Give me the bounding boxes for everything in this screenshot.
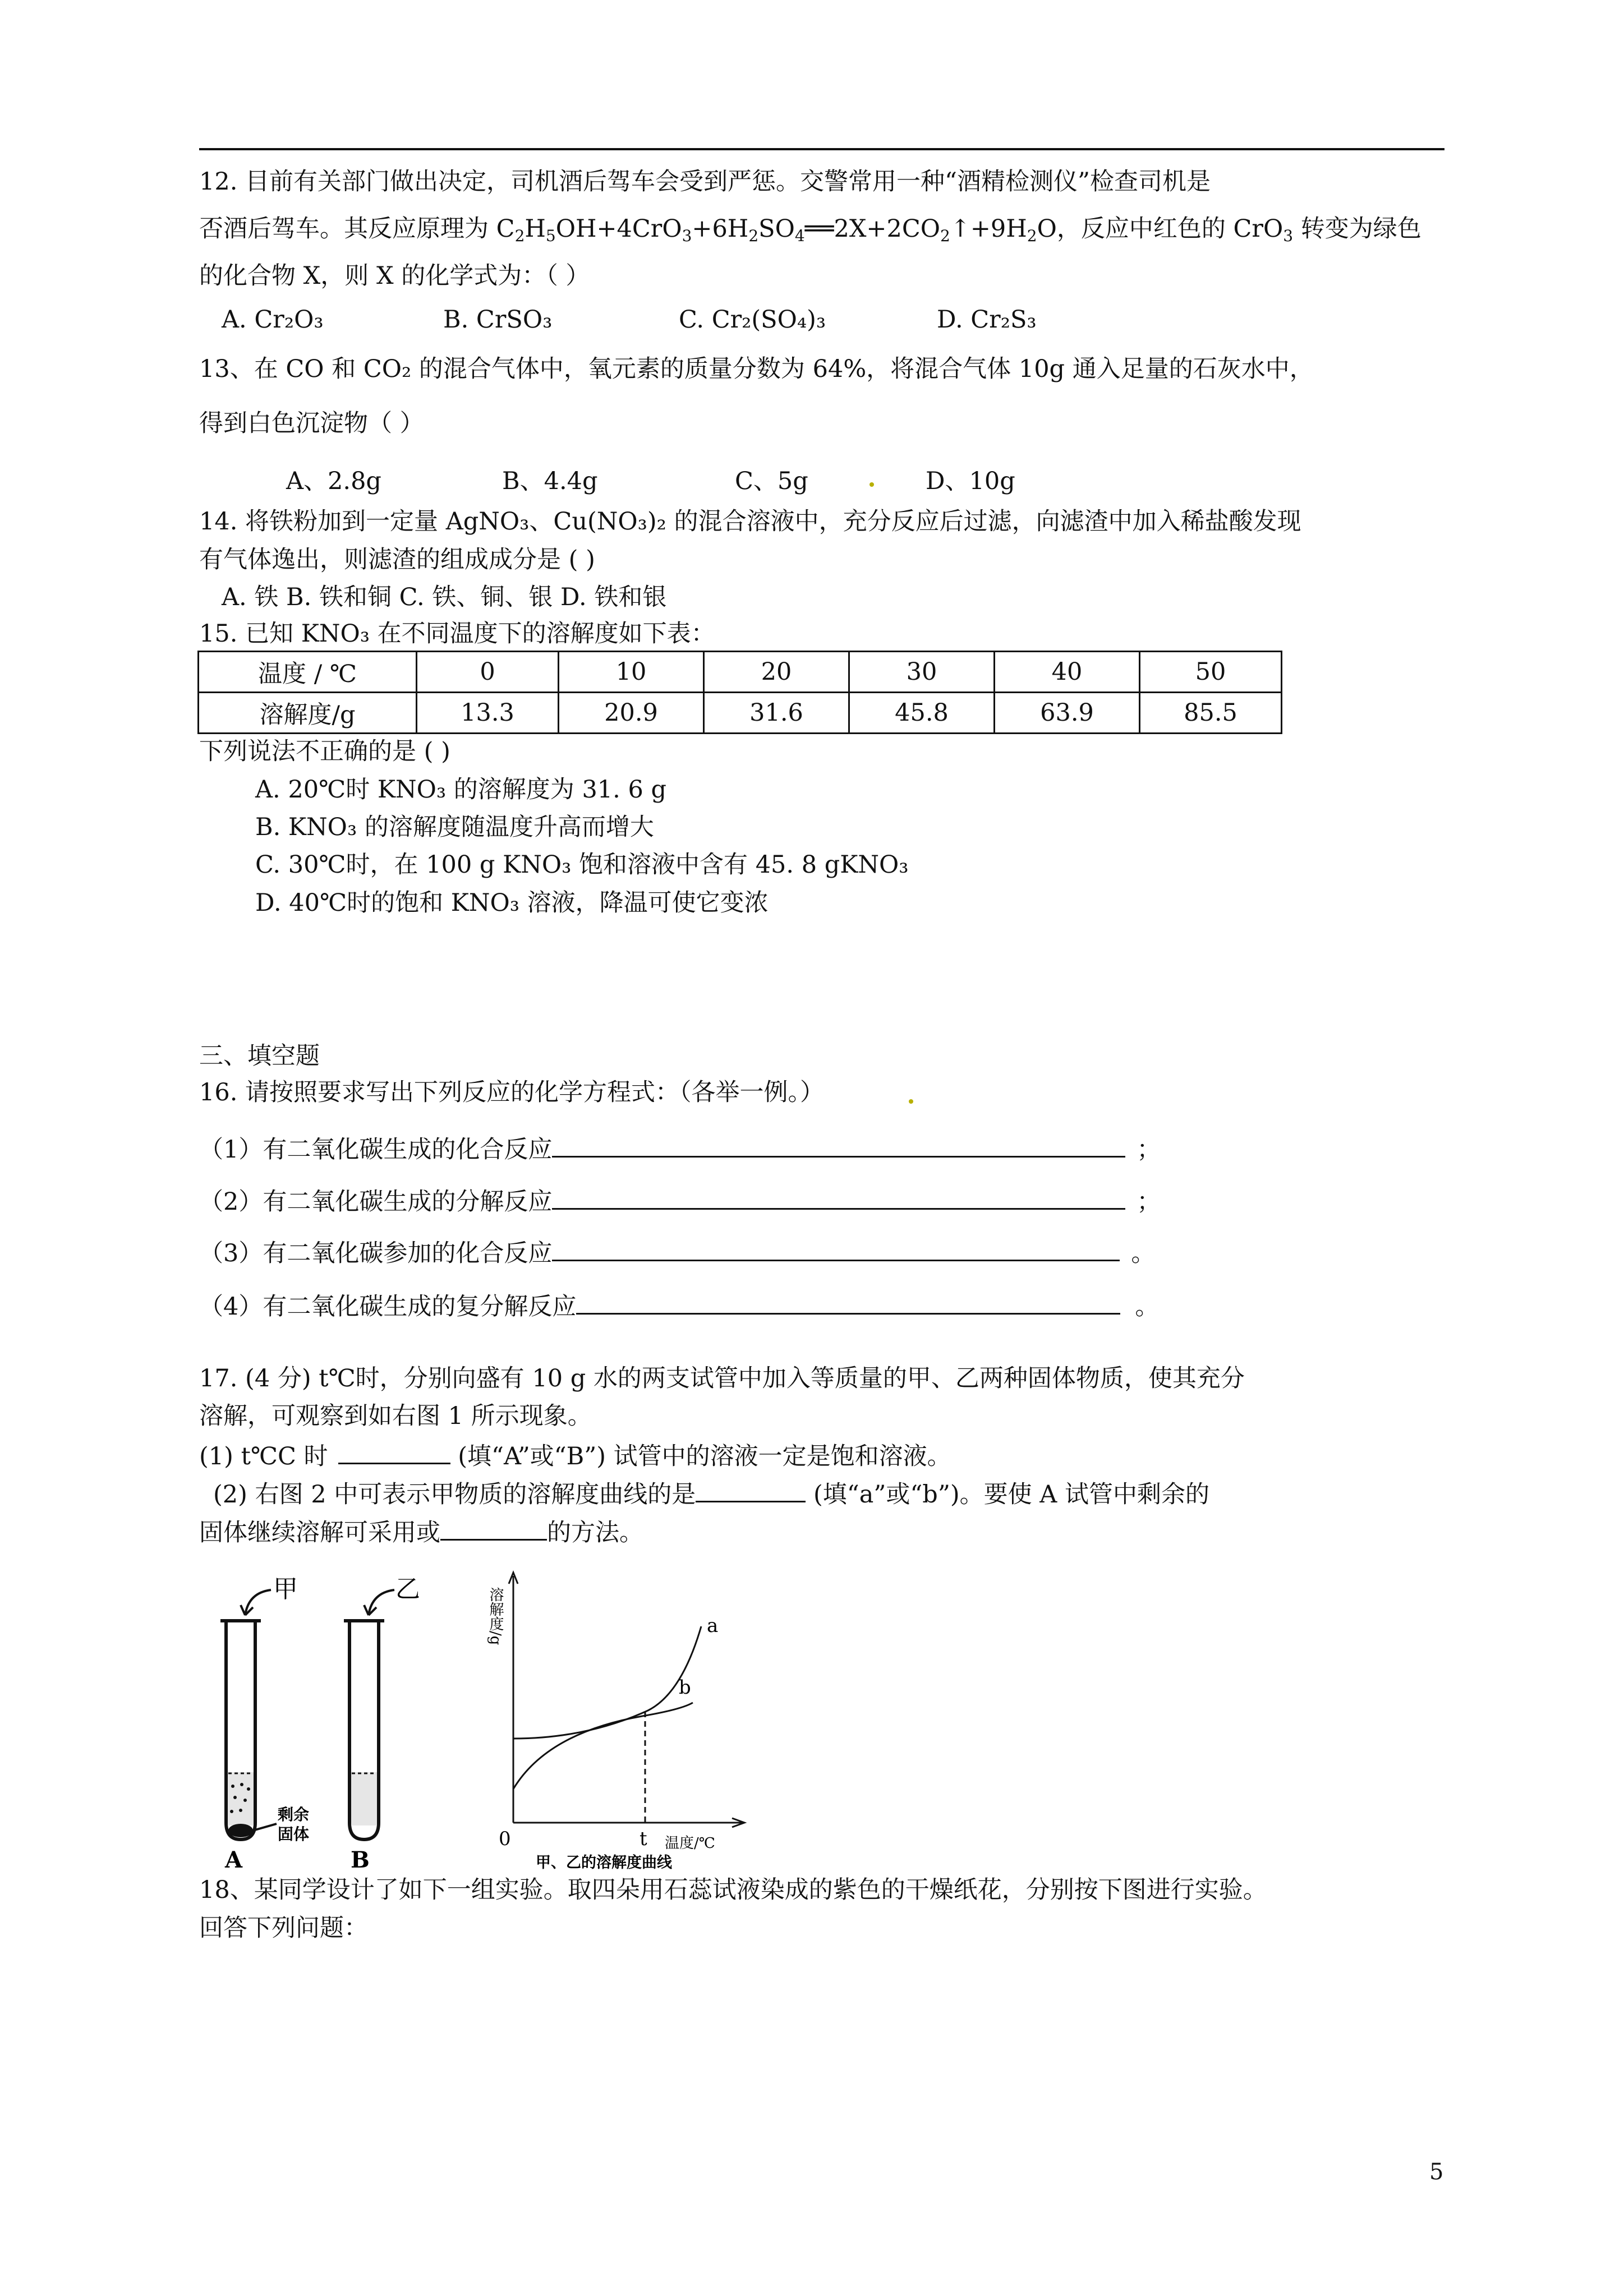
q15-stem: 下列说法不正确的是 ( ) <box>199 737 450 766</box>
q18-line1: 18、某同学设计了如下一组实验。取四朵用石蕊试液染成的紫色的干燥纸花，分别按下图进行实验。 <box>199 1876 1267 1904</box>
q13-option-d: D、10g <box>926 467 1015 495</box>
q13-line1: 13、在 CO 和 CO₂ 的混合气体中，氧元素的质量分数为 64%，将混合气体 10g 通入足量的石灰水中， <box>199 355 1314 383</box>
q13-option-b: B、4.4g <box>502 467 598 495</box>
residue-label: 剩余 <box>278 1805 310 1824</box>
q15-option-a: A. 20℃时 KNO₃ 的溶解度为 31. 6 g <box>255 776 667 804</box>
q13-line2: 得到白色沉淀物（ ） <box>199 409 424 437</box>
table-cell: 63.9 <box>995 693 1140 734</box>
header-rule <box>199 148 1444 150</box>
q13-option-a: A、2.8g <box>286 467 381 495</box>
table-row <box>199 693 1282 734</box>
q16-stem: 16. 请按照要求写出下列反应的化学方程式：（各举一例。） <box>199 1078 825 1106</box>
q15-option-d: D. 40℃时的饱和 KNO₃ 溶液，降温可使它变浓 <box>255 889 769 917</box>
q16-item3: （3）有二氧化碳参加的化合反应 。 <box>199 1234 1155 1270</box>
q15-option-b: B. KNO₃ 的溶解度随温度升高而增大 <box>255 813 654 841</box>
t-label: t <box>640 1828 647 1850</box>
x-axis-label: 温度/℃ <box>665 1835 715 1852</box>
graph-caption: 甲、乙的溶解度曲线 <box>536 1854 672 1871</box>
answer-blank[interactable] <box>552 1130 1125 1158</box>
answer-blank[interactable] <box>338 1437 450 1464</box>
table-cell: 40 <box>995 652 1140 693</box>
answer-blank[interactable] <box>440 1513 547 1541</box>
table-cell: 30 <box>849 652 995 693</box>
solution-fill <box>228 1772 254 1825</box>
solubility-table <box>197 651 1282 734</box>
table-cell: 20.9 <box>559 693 704 734</box>
q13-option-c: C、5g <box>735 467 808 495</box>
table-cell: 溶解度/g <box>199 693 417 734</box>
curve-a-label: a <box>707 1615 719 1637</box>
q15-option-c: C. 30℃时，在 100 g KNO₃ 饱和溶液中含有 45. 8 gKNO₃ <box>255 851 909 879</box>
y-axis-label: 溶解度/g <box>487 1587 504 1645</box>
q14-options: A. 铁 B. 铁和铜 C. 铁、铜、银 D. 铁和银 <box>222 583 667 611</box>
q17-line5: 固体继续溶解可采用或 的方法。 <box>199 1513 643 1550</box>
q14-line1: 14. 将铁粉加到一定量 AgNO₃、Cu(NO₃)₂ 的混合溶液中，充分反应后过滤，向滤渣中加入稀盐酸发现 <box>199 508 1301 536</box>
q12-line3: 的化合物 X，则 X 的化学式为：（ ） <box>199 262 590 290</box>
residue-label: 固体 <box>278 1825 310 1843</box>
stray-dot <box>869 482 874 487</box>
curve-b-label: b <box>679 1676 691 1699</box>
answer-blank[interactable] <box>552 1234 1120 1261</box>
stray-dot <box>909 1099 913 1104</box>
answer-blank[interactable] <box>576 1287 1120 1315</box>
q14-line2: 有气体逸出，则滤渣的组成成分是 ( ) <box>199 546 595 574</box>
curve-a <box>513 1626 701 1739</box>
q17-line4: (2) 右图 2 中可表示甲物质的溶解度曲线的是 (填“a”或“b”)。要使 A 试管中剩余的 <box>213 1475 1209 1511</box>
page-number: 5 <box>1429 2159 1444 2185</box>
table-cell: 50 <box>1140 652 1282 693</box>
q16-item2: （2）有二氧化碳生成的分解反应 ； <box>199 1182 1161 1219</box>
table-cell: 0 <box>417 652 559 693</box>
solution-fill <box>351 1772 377 1825</box>
tube-a-label: 甲 <box>273 1575 298 1603</box>
q17-figure <box>199 1565 766 1879</box>
table-row <box>199 652 1282 693</box>
solubility-graph <box>487 1573 744 1871</box>
table-cell: 温度 / ℃ <box>199 652 417 693</box>
tube-b-name: B <box>351 1847 370 1873</box>
section-title: 三、填空题 <box>199 1042 320 1070</box>
table-cell: 31.6 <box>704 693 849 734</box>
answer-blank[interactable] <box>696 1475 806 1502</box>
q15-line1: 15. 已知 KNO₃ 在不同温度下的溶解度如下表： <box>199 620 715 648</box>
q12-option-c: C. Cr₂(SO₄)₃ <box>679 306 826 334</box>
answer-blank[interactable] <box>552 1182 1125 1210</box>
tube-a-name: A <box>225 1847 243 1873</box>
curve-b <box>513 1703 693 1789</box>
q12-option-d: D. Cr₂S₃ <box>937 306 1037 334</box>
table-cell: 85.5 <box>1140 693 1282 734</box>
q12-line2: 否酒后驾车。其反应原理为 $C_2H_5OH+4CrO_3+6H_2SO_4══2X+2CO_2↑+9H_2O$，反应中红色的 CrO$_3$ 转变为绿色 <box>199 215 1421 245</box>
q12-option-a: A. Cr₂O₃ <box>222 306 324 334</box>
origin-label: 0 <box>499 1828 511 1850</box>
tube-b-label: 乙 <box>395 1575 420 1603</box>
q12-line1: 12. 目前有关部门做出决定，司机酒后驾车会受到严惩。交警常用一种“酒精检测仪”检查司机是 <box>199 168 1211 196</box>
q12-option-b: B. CrSO₃ <box>443 306 553 334</box>
q16-item1: （1）有二氧化碳生成的化合反应 ； <box>199 1130 1161 1167</box>
table-cell: 13.3 <box>417 693 559 734</box>
residue-solid <box>228 1824 253 1837</box>
q16-item4: （4）有二氧化碳生成的复分解反应 。 <box>199 1287 1159 1324</box>
table-cell: 20 <box>704 652 849 693</box>
table-cell: 10 <box>559 652 704 693</box>
q17-line2: 溶解，可观察到如右图 1 所示现象。 <box>199 1402 592 1430</box>
q17-line3: (1) t℃C 时 (填“A”或“B”) 试管中的溶液一定是饱和溶液。 <box>199 1437 951 1473</box>
q17-line1: 17. (4 分) t℃时，分别向盛有 10 g 水的两支试管中加入等质量的甲、乙两种固体物质，使其充分 <box>199 1364 1245 1393</box>
q18-line2: 回答下列问题： <box>199 1914 368 1942</box>
table-cell: 45.8 <box>849 693 995 734</box>
